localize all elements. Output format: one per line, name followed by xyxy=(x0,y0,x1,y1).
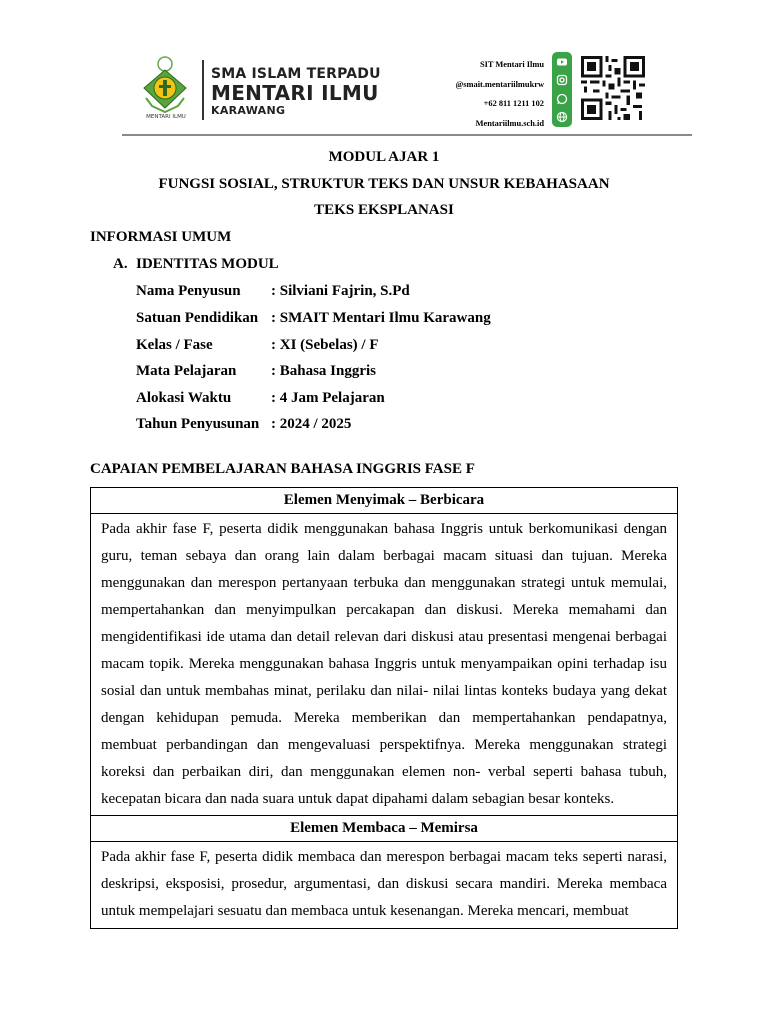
capaian-table xyxy=(90,487,678,929)
contact-youtube: SIT Mentari Ilmu xyxy=(479,60,544,69)
identity-label: Satuan Pendidikan xyxy=(136,310,259,326)
identity-row xyxy=(136,390,385,407)
identity-row xyxy=(136,310,491,327)
capaian-heading: CAPAIAN PEMBELAJARAN BAHASA INGGRIS FASE F xyxy=(90,461,475,477)
identity-label: Tahun Penyusunan xyxy=(136,416,260,432)
element-header: Elemen Membaca – Memirsa xyxy=(91,816,678,842)
identity-value: : Silviani Fajrin, S.Pd xyxy=(271,283,410,299)
module-topic: TEKS EKSPLANASI xyxy=(314,202,454,218)
table-row xyxy=(91,816,678,842)
info-heading: INFORMASI UMUM xyxy=(90,229,232,245)
contact-whatsapp: +62 811 1211 102 xyxy=(483,99,544,108)
identity-label: Alokasi Waktu xyxy=(136,390,232,406)
school-name-line1: SMA ISLAM TERPADU xyxy=(211,66,381,82)
instagram-icon xyxy=(556,74,568,86)
module-subtitle: FUNGSI SOSIAL, STRUKTUR TEKS DAN UNSUR KEBAHASAAN xyxy=(158,176,610,192)
contact-instagram: @smait.mentariilmukrw xyxy=(455,79,544,89)
element-description: Pada akhir fase F, peserta didik menggunakan bahasa Inggris untuk berkomunikasi dengan guru, teman sebaya dan orang lain dalam berbagai macam situasi dan tujuan. Mereka menggunakan dan merespon pertanyaan terbuka dan menggunakan strategi untuk memulai, mempertahankan dan menyimpulkan percakapan dan diskusi. Mereka memahami dan mengidentifikasi ide utama dan detail relevan dari diskusi atau presentasi mengenai berbagai macam topik. Mereka menggunakan bahasa Inggris untuk menyampaikan opini terhadap isu sosial dan untuk membahas minat, perilaku dan nilai- nilai lintas konteks budaya yang dekat dengan kehidupan pemuda. Mereka memberikan dan mempertahankan pendapatnya, membuat perbandingan dan mengevaluasi perspektifnya. Mereka menggunakan strategi koreksi dan perbaikan diri, dan menggunakan elemen non- verbal seperti bahasa tubuh, kecepatan bicara dan nada suara untuk dapat dipahami dalam sebagian besar konteks. xyxy=(91,514,678,816)
globe-icon xyxy=(556,111,568,123)
youtube-icon xyxy=(556,56,568,68)
whatsapp-icon xyxy=(556,93,568,105)
social-icon-strip xyxy=(552,52,572,127)
identity-value: : 2024 / 2025 xyxy=(271,416,352,432)
element-header: Elemen Menyimak – Berbicara xyxy=(91,488,678,514)
identity-label: Kelas / Fase xyxy=(136,337,213,353)
module-title: MODUL AJAR 1 xyxy=(328,149,440,165)
identity-value: : 4 Jam Pelajaran xyxy=(271,390,385,406)
identity-row xyxy=(136,416,351,433)
table-row xyxy=(91,514,678,816)
identity-label: Mata Pelajaran xyxy=(136,363,237,379)
section-marker: A. xyxy=(113,256,128,272)
section-title: IDENTITAS MODUL xyxy=(136,256,279,272)
identity-row xyxy=(136,337,379,354)
contact-block xyxy=(455,55,544,133)
letterhead xyxy=(122,50,692,130)
identity-row xyxy=(136,283,410,300)
identity-label: Nama Penyusun xyxy=(136,283,241,299)
school-name-line2: MENTARI ILMU xyxy=(211,81,379,105)
identity-value: : Bahasa Inggris xyxy=(271,363,377,379)
logo-caption: MENTARI ILMU xyxy=(146,114,186,120)
header-divider xyxy=(202,60,204,120)
qr-code xyxy=(581,56,645,120)
identity-value: : SMAIT Mentari Ilmu Karawang xyxy=(271,310,491,326)
school-name-line3: KARAWANG xyxy=(211,104,286,117)
header-rule xyxy=(122,134,692,136)
school-name xyxy=(211,66,381,117)
table-row xyxy=(91,842,678,929)
identity-row xyxy=(136,363,376,380)
element-description: Pada akhir fase F, peserta didik membaca dan merespon berbagai macam teks seperti narasi, deskripsi, eksposisi, prosedur, argumentasi, dan diskusi secara mandiri. Mereka membaca untuk mempelajari sesuatu dan membaca untuk kesenangan. Mereka mencari, membuat xyxy=(91,842,678,929)
contact-website: Mentariilmu.sch.id xyxy=(475,118,544,128)
identity-value: : XI (Sebelas) / F xyxy=(271,337,379,353)
table-row xyxy=(91,488,678,514)
